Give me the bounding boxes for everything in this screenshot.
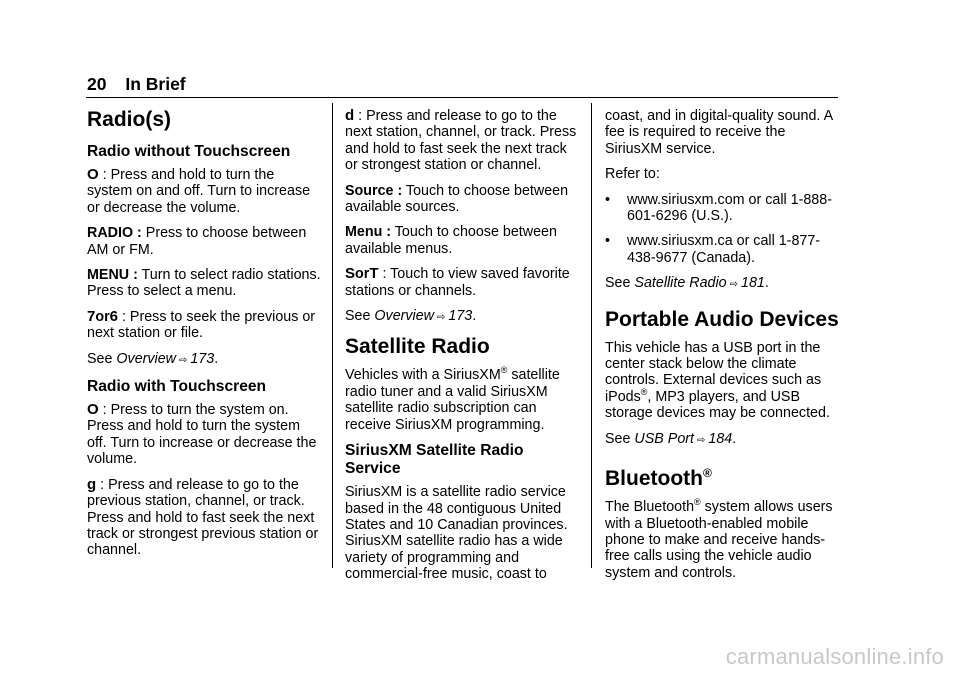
header-rule — [86, 97, 838, 98]
list-item — [605, 233, 841, 266]
page-number: 20 — [87, 74, 107, 94]
favorites-paragraph — [345, 266, 581, 299]
heading-bluetooth — [605, 467, 841, 491]
heading-portable-audio: Portable Audio Devices — [605, 307, 839, 331]
menu-text: Turn to select radio stations. Press to select a menu. — [87, 267, 321, 300]
next-text: : Press and release to go to the next station, channel, or track. Press and hold to fast seek the next track or strongest station or channel. — [345, 108, 577, 174]
portable-text-b: , MP3 players, and USB storage devices may be connected. — [605, 388, 830, 422]
menu2-label: Menu : — [345, 224, 392, 241]
see-satellite-radio: See Satellite Radio ⇨ 181. — [605, 275, 769, 292]
power-paragraph — [87, 167, 322, 216]
power2-paragraph — [87, 402, 322, 468]
column-divider-2 — [591, 103, 592, 568]
page-ref-arrow-icon: ⇨ — [729, 279, 739, 291]
column-2 — [345, 108, 581, 592]
sat-text-b: satellite radio tuner and a valid SiriusXM satellite radio subscription can receive SiriusXM programming. — [345, 367, 560, 433]
menu2-paragraph — [345, 224, 581, 257]
subheading-siriusxm-service: SiriusXM Satellite Radio Service — [345, 442, 524, 478]
section-title: In Brief — [125, 74, 186, 94]
page-ref-arrow-icon: ⇨ — [437, 312, 446, 324]
heading-radios: Radio(s) — [87, 108, 171, 131]
column-1 — [87, 108, 322, 568]
menu-paragraph — [87, 267, 322, 300]
refer-label: Refer to: — [605, 166, 660, 183]
heading-satellite-radio: Satellite Radio — [345, 335, 490, 359]
satellite-paragraph — [345, 367, 581, 433]
bullet: • — [605, 233, 611, 250]
source-label: Source : — [345, 182, 403, 199]
favorite-left-icon: S — [345, 265, 356, 283]
see-label: See — [345, 308, 375, 325]
siriusxm-ca-link[interactable]: www.siriusxm.ca or call 1-877-438-9677 (Canada). — [627, 233, 821, 266]
continued-paragraph: coast, and in digital-quality sound. A fee is required to receive the SiriusXM service. — [605, 108, 833, 157]
power2-text: : Press to turn the system on. Press and hold to turn the system off. Turn to increase or decrease the volume. — [87, 402, 317, 468]
page-ref-arrow-icon: ⇨ — [179, 354, 188, 366]
service-paragraph: SiriusXM is a satellite radio service based in the 48 contiguous United States and 10 Canadian provinces. SiriusXM satellite radio has a wide variety of programming and commercial-free music, coast to — [345, 484, 568, 583]
bullet: • — [605, 191, 611, 208]
favorite-right-icon: T — [369, 265, 379, 283]
see-overview-2: See Overview ⇨ 173. — [345, 308, 477, 325]
power-icon: O — [87, 166, 99, 183]
seek-back-icon: 7 — [87, 307, 96, 325]
page-ref[interactable]: 181 — [741, 275, 765, 292]
next-paragraph — [345, 108, 581, 174]
subheading-radio-without-touchscreen: Radio without Touchscreen — [87, 143, 291, 160]
power-text: : Press and hold to turn the system on and off. Turn to increase or decrease the volume. — [87, 167, 311, 216]
registered-mark: ® — [694, 497, 701, 508]
radio-text: Press to choose between AM or FM. — [87, 225, 307, 258]
prev-text: : Press and release to go to the previous station, channel, or track. Press and hold to fast seek the next track or strongest previous station or channel. — [87, 476, 319, 559]
fav-or: or — [355, 266, 370, 283]
usb-port-link[interactable]: USB Port — [634, 430, 695, 447]
sat-text-a: Vehicles with a SiriusXM — [345, 367, 501, 384]
registered-mark: ® — [702, 466, 712, 481]
menu-label: MENU : — [87, 267, 138, 284]
menu2-text: Touch to choose between available menus. — [345, 224, 557, 257]
fav-text: : Touch to view saved favorite stations or channels. — [345, 266, 570, 299]
radio-paragraph — [87, 225, 322, 258]
see-label: See — [605, 275, 635, 292]
seek-text: : Press to seek the previous or next station or file. — [87, 308, 316, 342]
see-overview-1: See Overview ⇨ 173. — [87, 350, 219, 367]
source-paragraph — [345, 183, 581, 216]
page-ref[interactable]: 173 — [190, 350, 215, 367]
registered-mark: ® — [640, 387, 648, 398]
siriusxm-us-link[interactable]: www.siriusxm.com or call 1-888-601-6296 (U.S.). — [627, 191, 832, 225]
previous-track-icon: g — [87, 475, 97, 493]
subheading-radio-with-touchscreen: Radio with Touchscreen — [87, 378, 267, 396]
list-item — [605, 192, 841, 225]
link-list — [605, 192, 841, 267]
see-label: See — [605, 430, 635, 447]
portable-paragraph — [605, 340, 841, 422]
bt-text-a: The Bluetooth — [605, 499, 695, 516]
bluetooth-title: Bluetooth — [605, 467, 703, 491]
power-icon: O — [87, 401, 99, 419]
see-label: See — [87, 350, 117, 367]
registered-mark: ® — [500, 365, 508, 376]
page-ref-arrow-icon: ⇨ — [697, 434, 706, 446]
overview-link[interactable]: Overview — [374, 308, 435, 325]
seek-or: or — [95, 308, 110, 325]
column-3 — [605, 108, 841, 590]
satellite-radio-link[interactable]: Satellite Radio — [634, 275, 727, 292]
page-header — [87, 74, 186, 95]
bt-text-b: system allows users with a Bluetooth-enabled mobile phone to make and receive hands-free calls using the vehicle audio system and controls. — [605, 499, 833, 581]
next-track-icon: d — [345, 107, 355, 124]
page-ref[interactable]: 184 — [708, 430, 733, 447]
radio-label: RADIO : — [87, 225, 142, 242]
see-usb-port: See USB Port ⇨ 184. — [605, 430, 737, 447]
column-divider-1 — [332, 103, 333, 568]
page-ref[interactable]: 173 — [448, 308, 473, 325]
source-text: Touch to choose between available sources. — [345, 182, 569, 216]
seek-forward-icon: 6 — [109, 307, 118, 325]
watermark: carmanualsonline.info — [725, 644, 944, 669]
seek-paragraph — [87, 309, 322, 342]
portable-text-a: This vehicle has a USB port in the center stack below the climate controls. External devices such as iPods — [605, 339, 822, 405]
overview-link[interactable]: Overview — [116, 350, 177, 367]
bluetooth-paragraph — [605, 499, 841, 581]
prev-paragraph — [87, 477, 322, 559]
